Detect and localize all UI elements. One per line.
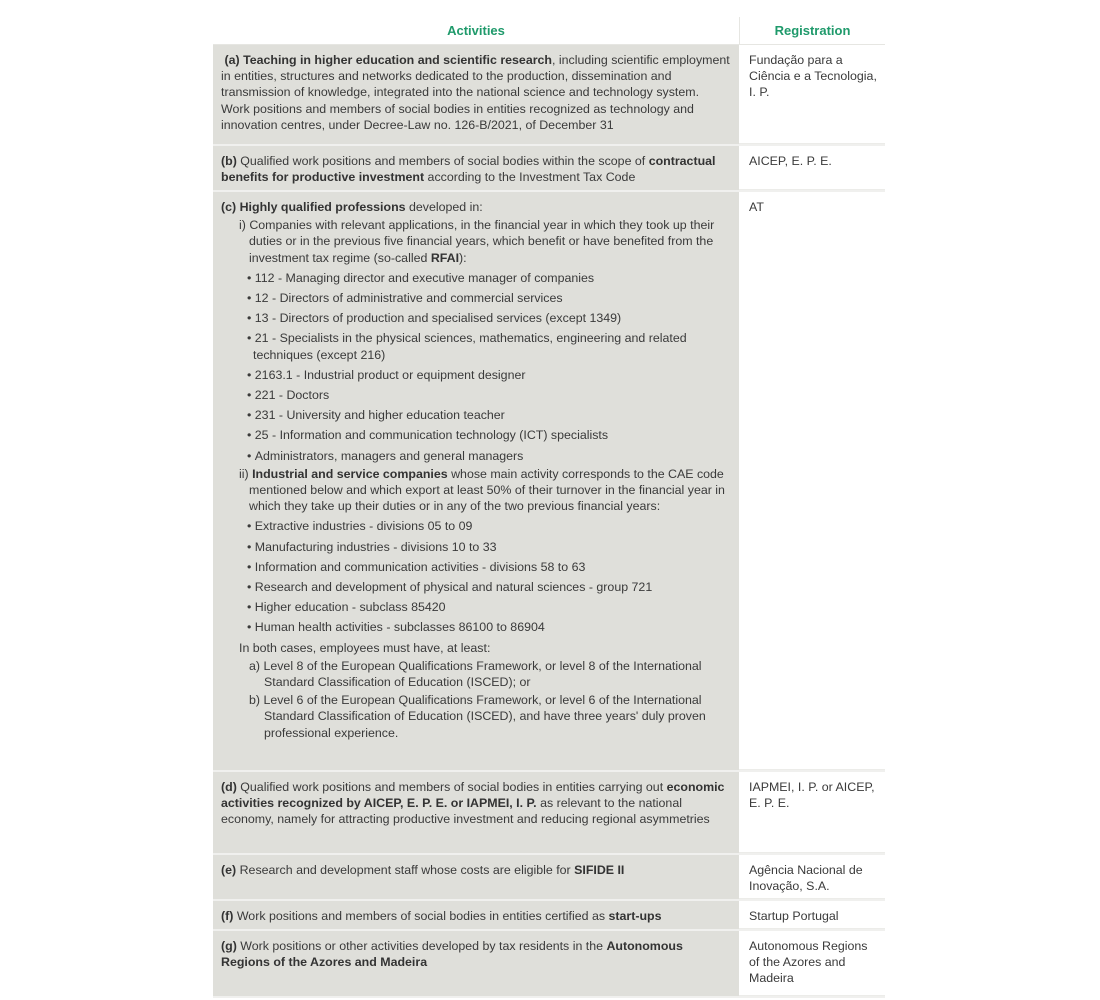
activity-text: Work positions or other activities developed by tax residents in the — [236, 939, 607, 953]
list-item: • 112 - Managing director and executive manager of companies — [247, 270, 731, 286]
activity-text: Work positions and members of social bodies in entities certified as — [233, 909, 609, 923]
row-label: (c) — [221, 200, 237, 214]
header-registration: Registration — [739, 17, 885, 45]
table-row-b — [213, 146, 885, 192]
registration-cell: AICEP, E. P. E. — [739, 146, 885, 190]
table-row-g — [213, 931, 885, 998]
list-item: • 231 - University and higher education teacher — [247, 407, 731, 423]
row-label: (a) — [224, 53, 240, 67]
row-label: (e) — [221, 863, 237, 877]
list-item: • Administrators, managers and general managers — [247, 448, 731, 464]
activity-text: , including scientific employment in entities, structures and networks dedicated to the production, dissemination and transmission of knowledge, integrated into the national science and technology system. Work positions and members of social bodies in entities recognized as technology and innovation centres, under Decree-Law no. 126-B/2021, of December 31 — [221, 53, 730, 132]
bold-text: contractual benefits for productive investment — [221, 154, 716, 185]
bold-text: Autonomous Regions of the Azores and Madeira — [221, 939, 683, 970]
row-label: (f) — [221, 909, 234, 923]
list-item: • 21 - Specialists in the physical sciences, mathematics, engineering and related techniques (except 216) — [247, 330, 731, 362]
activity-cell — [213, 146, 739, 190]
bold-text: Teaching in higher education and scientific research — [243, 53, 552, 67]
activity-cell — [213, 772, 739, 853]
list-item: • 2163.1 - Industrial product or equipment designer — [247, 367, 731, 383]
list-item: • Extractive industries - divisions 05 to 09 — [247, 518, 731, 534]
registration-cell: Startup Portugal — [739, 901, 885, 929]
activity-cell — [213, 931, 739, 996]
list-item: • 13 - Directors of production and specialised services (except 1349) — [247, 310, 731, 326]
registration-cell: Autonomous Regions of the Azores and Madeira — [739, 931, 885, 996]
table-row-c — [213, 192, 885, 772]
activity-text: as relevant to the national economy, namely for attracting productive investment and reducing regional asymmetries — [221, 796, 710, 827]
sub-item-ii — [239, 466, 731, 515]
table-row-e — [213, 855, 885, 901]
both-cases-text: In both cases, employees must have, at least: — [239, 640, 491, 655]
activities-registration-table — [213, 17, 885, 998]
registration-cell: IAPMEI, I. P. or AICEP, E. P. E. — [739, 772, 885, 853]
activity-cell — [213, 45, 739, 144]
list-item: • Human health activities - subclasses 86100 to 86904 — [247, 619, 731, 635]
list-item: • Manufacturing industries - divisions 10 to 33 — [247, 539, 731, 555]
table-row-d — [213, 772, 885, 855]
list-item: • Higher education - subclass 85420 — [247, 599, 731, 615]
activity-cell — [213, 192, 739, 770]
row-label: (g) — [221, 939, 237, 953]
bold-text: start-ups — [608, 909, 662, 923]
list-item: • Research and development of physical and natural sciences - group 721 — [247, 579, 731, 595]
list-item: • 12 - Directors of administrative and commercial services — [247, 290, 731, 306]
bold-text: RFAI — [430, 250, 460, 265]
table-row-f — [213, 901, 885, 931]
level-item: a) Level 8 of the European Qualifications Framework, or level 8 of the International Standard Classification of Education (ISCED); or — [249, 658, 702, 690]
sub-item-i — [239, 217, 731, 266]
list-item: • 25 - Information and communication technology (ICT) specialists — [247, 427, 731, 443]
activity-text: Qualified work positions and members of social bodies within the scope of — [236, 154, 649, 168]
registration-cell: AT — [739, 192, 885, 770]
registration-cell: Fundação para a Ciência e a Tecnologia, I. P. — [739, 45, 885, 144]
activity-cell — [213, 901, 739, 929]
bold-text: SIFIDE II — [574, 863, 625, 877]
list-item: • 221 - Doctors — [247, 387, 731, 403]
sub-text: whose main activity corresponds to the CAE code mentioned below and which export at least 50% of their turnover in the financial year in which they take up their duties or in any of the two previous financial years: — [249, 466, 725, 514]
activity-text: Qualified work positions and members of social bodies in entities carrying out — [236, 780, 667, 794]
bold-text: Industrial and service companies — [252, 466, 448, 481]
activity-text: Research and development staff whose costs are eligible for — [236, 863, 575, 877]
table-header — [213, 17, 885, 45]
level-item: b) Level 6 of the European Qualifications Framework, or level 6 of the International Standard Classification of Education (ISCED), and have three years' duly proven professional experience. — [249, 693, 706, 740]
header-activities: Activities — [213, 17, 739, 45]
activity-cell — [213, 855, 739, 899]
list-item: • Information and communication activities - divisions 58 to 63 — [247, 559, 731, 575]
table-row-a — [213, 45, 885, 146]
row-label: (b) — [221, 154, 237, 168]
activity-text: developed in: — [405, 200, 483, 214]
row-label: (d) — [221, 780, 237, 794]
sub-text: ii) — [239, 466, 253, 481]
registration-cell: Agência Nacional de Inovação, S.A. — [739, 855, 885, 899]
sub-text: ): — [459, 250, 467, 265]
bold-text: economic activities recognized by AICEP, E. P. E. or IAPMEI, I. P. — [221, 780, 725, 811]
bold-text: Highly qualified professions — [239, 200, 406, 214]
activity-text: according to the Investment Tax Code — [424, 170, 636, 185]
sub-text: i) Companies with relevant applications, in the financial year in which they took up their duties or in the previous five financial years, which benefit or have benefited from the investment tax regime (so-called — [239, 218, 715, 265]
